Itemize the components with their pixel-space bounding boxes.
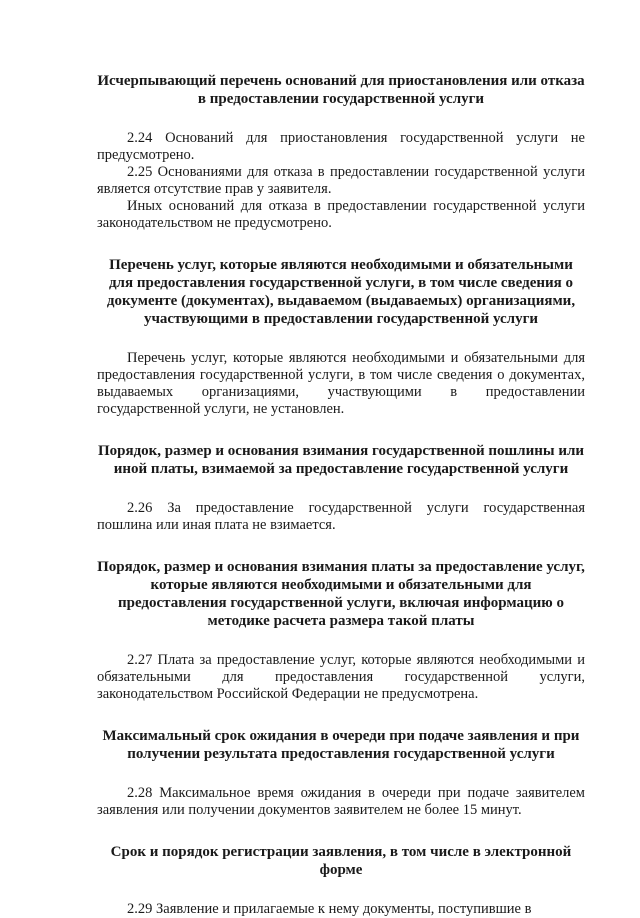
section-registration xyxy=(97,843,585,918)
section-heading: Порядок, размер и основания взимания платы за предоставление услуг, которые являются необходимыми и обязательными для предоставления государственной услуги, включая информацию о методике расчета размера такой платы xyxy=(97,559,585,629)
section-required-services xyxy=(97,256,585,418)
paragraph-2-25: 2.25 Основаниями для отказа в предоставлении государственной услуги является отсутствие прав у заявителя. xyxy=(97,164,585,197)
paragraph-required-services: Перечень услуг, которые являются необходимыми и обязательными для предоставления государственной услуги, в том числе сведения о документах, выдаваемых организациями, участвующими в предоставлении государственной услуги, не установлен. xyxy=(97,350,585,417)
paragraph-other-grounds: Иных оснований для отказа в предоставлении государственной услуги законодательством не предусмотрено. xyxy=(97,198,585,231)
section-queue-time xyxy=(97,727,585,819)
section-suspension-refusal xyxy=(97,72,585,232)
section-state-duty xyxy=(97,442,585,534)
paragraph-2-26: 2.26 За предоставление государственной услуги государственная пошлина или иная плата не взимается. xyxy=(97,500,585,533)
paragraph-2-29: 2.29 Заявление и прилагаемые к нему документы, поступившие в xyxy=(127,901,532,917)
paragraph-2-27: 2.27 Плата за предоставление услуг, которые являются необходимыми и обязательными для предоставления государственной услуги, законодательством Российской Федерации не предусмотрена. xyxy=(97,652,585,702)
section-heading: Перечень услуг, которые являются необходимыми и обязательными для предоставления государственной услуги, в том числе сведения о документе (документах), выдаваемом (выдаваемых) организациями, участвующими в предоставлении государственной услуги xyxy=(106,257,576,327)
section-fee-for-services xyxy=(97,558,585,703)
section-heading: Срок и порядок регистрации заявления, в том числе в электронной форме xyxy=(110,844,572,878)
document-body xyxy=(97,72,585,918)
section-heading: Максимальный срок ожидания в очереди при подаче заявления и при получении результата предоставления государственной услуги xyxy=(102,728,580,762)
section-heading: Исчерпывающий перечень оснований для приостановления или отказа в предоставлении государственной услуги xyxy=(97,73,585,107)
paragraph-2-28: 2.28 Максимальное время ожидания в очереди при подаче заявителем заявления или получении документов заявителем не более 15 минут. xyxy=(97,785,585,818)
section-heading: Порядок, размер и основания взимания государственной пошлины или иной платы, взимаемой за предоставление государственной услуги xyxy=(97,443,585,477)
paragraph-2-24: 2.24 Оснований для приостановления государственной услуги не предусмотрено. xyxy=(97,130,585,163)
